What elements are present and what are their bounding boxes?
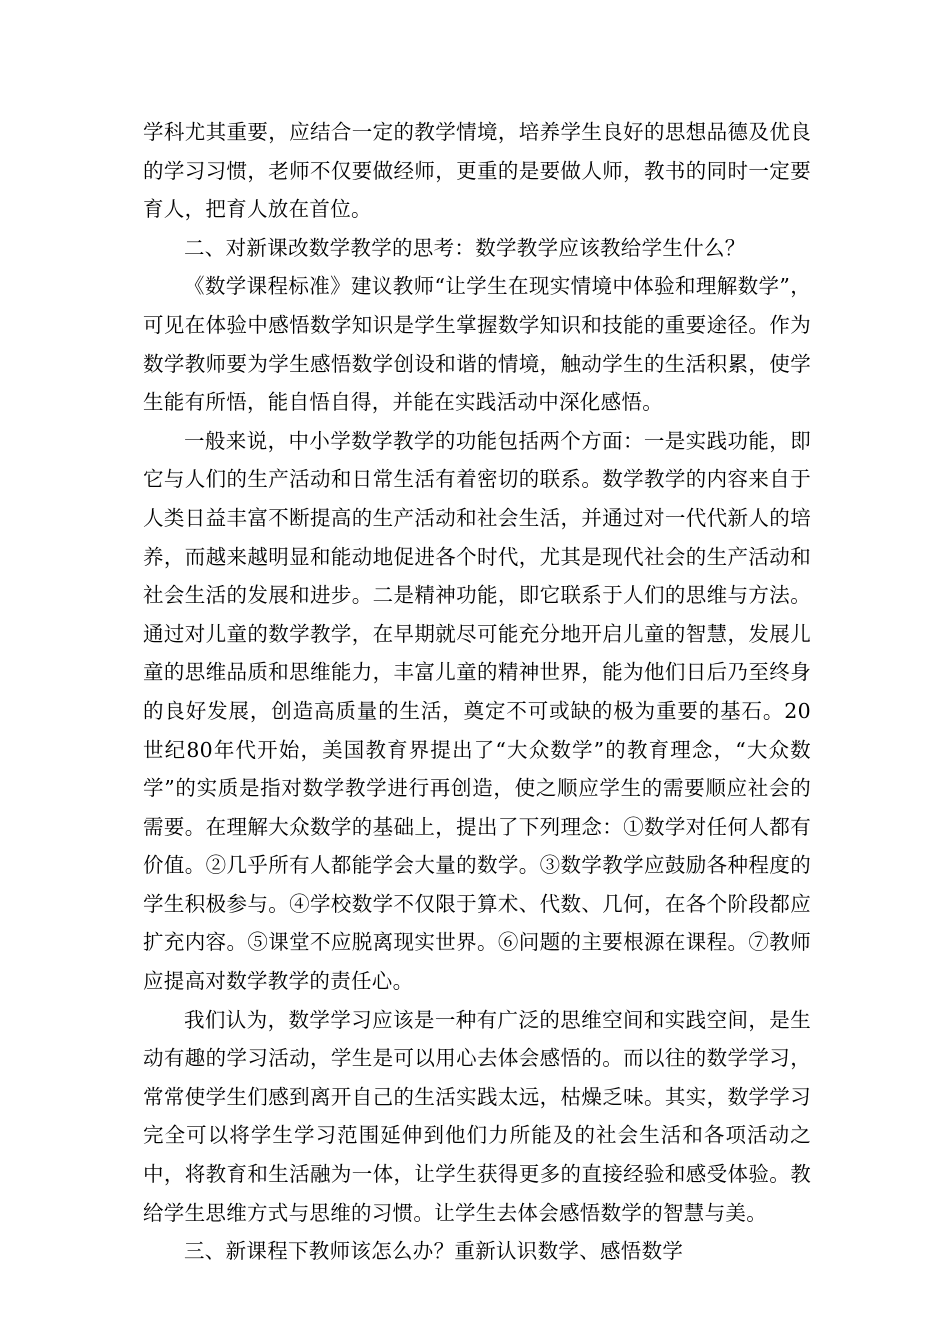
- paragraph-continued: 学科尤其重要，应结合一定的教学情境，培养学生良好的思想品德及优良的学习习惯，老师不仅要做经师，更重的是要做人师，教书的同时一定要育人，把育人放在首位。: [143, 120, 811, 222]
- paragraph-teaching-functions: 一般来说，中小学数学教学的功能包括两个方面：一是实践功能，即它与人们的生产活动和日常生活有着密切的联系。数学教学的内容来自于人类日益丰富不断提高的生产活动和社会生活，并通过对一代代新人的培养，而越来越明显和能动地促进各个时代，尤其是现代社会的生产活动和社会生活的发展和进步。二是精神功能，即它联系于人们的思维与方法。通过对儿童的数学教学，在早期就尽可能充分地开启儿童的智慧，发展儿童的思维品质和思维能力，丰富儿童的精神世界，能为他们日后乃至终身的良好发展，创造高质量的生活，奠定不可或缺的极为重要的基石。20世纪80年代开始，美国教育界提出了“大众数学”的教育理念，“大众数学”的实质是指对数学教学进行再创造，使之顺应学生的需要顺应社会的需要。在理解大众数学的基础上，提出了下列理念：①数学对任何人都有价值。②几乎所有人都能学会大量的数学。③数学教学应鼓励各种程度的学生积极参与。④学校数学不仅限于算术、代数、几何，在各个阶段都应扩充内容。⑤课堂不应脱离现实世界。⑥问题的主要根源在课程。⑦教师应提高对数学教学的责任心。: [143, 428, 811, 994]
- section-heading-3: 三、新课程下教师该怎么办？重新认识数学、感悟数学: [184, 1239, 684, 1264]
- section-heading-2: 二、对新课改数学教学的思考：数学教学应该教给学生什么？: [184, 235, 746, 260]
- document-body: [143, 113, 811, 1271]
- paragraph-curriculum-standard: 《数学课程标准》建议教师“让学生在现实情境中体验和理解数学”，可见在体验中感悟数学知识是学生掌握数学知识和技能的重要途径。作为数学教师要为学生感悟数学创设和谐的情境，触动学生的生活积累，使学生能有所悟，能自悟自得，并能在实践活动中深化感悟。: [143, 274, 811, 415]
- paragraph-our-view: 我们认为，数学学习应该是一种有广泛的思维空间和实践空间，是生动有趣的学习活动，学生是可以用心去体会感悟的。而以往的数学学习，常常使学生们感到离开自己的生活实践太远，枯燥乏味。其实，数学学习完全可以将学生学习范围延伸到他们力所能及的社会生活和各项活动之中，将教育和生活融为一体，让学生获得更多的直接经验和感受体验。教给学生思维方式与思维的习惯。让学生去体会感悟数学的智慧与美。: [143, 1007, 811, 1225]
